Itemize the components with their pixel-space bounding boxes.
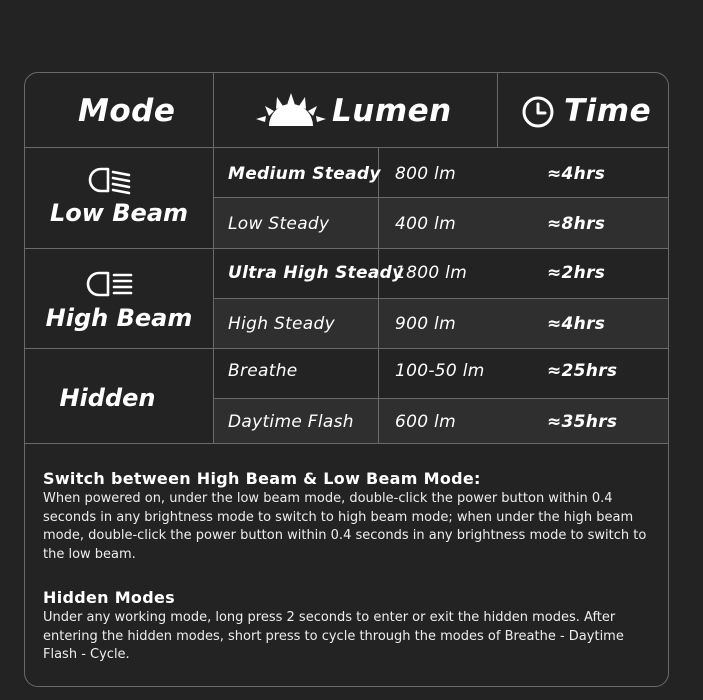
spec-card bbox=[24, 72, 669, 687]
low-beam-icon bbox=[91, 166, 135, 194]
group-label-high-beam: High Beam bbox=[45, 304, 193, 332]
header-time: Time bbox=[564, 93, 652, 129]
divider bbox=[378, 148, 379, 444]
divider bbox=[213, 73, 214, 444]
time-cell: ≈8hrs bbox=[547, 214, 606, 234]
note-title: Hidden Modes bbox=[43, 588, 175, 607]
mode-cell: Breathe bbox=[228, 361, 298, 381]
divider bbox=[214, 298, 669, 299]
divider bbox=[25, 147, 669, 148]
lumen-cell: 800 lm bbox=[395, 164, 456, 184]
divider bbox=[214, 197, 669, 198]
divider bbox=[214, 398, 669, 399]
group-label-low-beam: Low Beam bbox=[49, 199, 189, 227]
divider bbox=[25, 348, 669, 349]
time-cell: ≈2hrs bbox=[547, 263, 606, 283]
lumen-cell: 600 lm bbox=[395, 412, 456, 432]
group-label-hidden: Hidden bbox=[59, 384, 156, 412]
divider bbox=[497, 73, 498, 148]
spec-table bbox=[25, 73, 669, 444]
lumen-cell: 1800 lm bbox=[395, 263, 468, 283]
header-lumen: Lumen bbox=[332, 93, 452, 129]
time-cell: ≈25hrs bbox=[547, 361, 618, 381]
mode-cell: High Steady bbox=[228, 314, 335, 334]
clock-icon bbox=[522, 96, 554, 128]
mode-cell: Daytime Flash bbox=[228, 412, 354, 432]
divider bbox=[25, 443, 669, 444]
time-cell: ≈4hrs bbox=[547, 314, 606, 334]
sunrise-icon bbox=[255, 93, 327, 127]
mode-cell: Ultra High Steady bbox=[228, 263, 404, 283]
lumen-cell: 400 lm bbox=[395, 214, 456, 234]
note-text: When powered on, under the low beam mode, double-click the power button within 0.4 seconds in any brightness mode to switch to high beam mode; when under the high beam mode, double-click the power button within 0.4 seconds in any brightness mode to switch to the low beam. bbox=[43, 491, 647, 562]
time-cell: ≈4hrs bbox=[547, 164, 606, 184]
note-text: Under any working mode, long press 2 seconds to enter or exit the hidden modes. After entering the hidden modes, short press to cycle through the modes of Breathe - Daytime Flash - Cycle. bbox=[43, 610, 624, 662]
time-cell: ≈35hrs bbox=[547, 412, 618, 432]
divider bbox=[25, 248, 669, 249]
mode-cell: Medium Steady bbox=[228, 164, 381, 184]
lumen-cell: 900 lm bbox=[395, 314, 456, 334]
high-beam-icon bbox=[89, 270, 135, 298]
header-mode: Mode bbox=[78, 93, 176, 129]
lumen-cell: 100-50 lm bbox=[395, 361, 485, 381]
mode-cell: Low Steady bbox=[228, 214, 330, 234]
switch-mode-note bbox=[43, 469, 653, 564]
note-title: Switch between High Beam & Low Beam Mode: bbox=[43, 469, 481, 488]
hidden-modes-note bbox=[43, 588, 653, 665]
